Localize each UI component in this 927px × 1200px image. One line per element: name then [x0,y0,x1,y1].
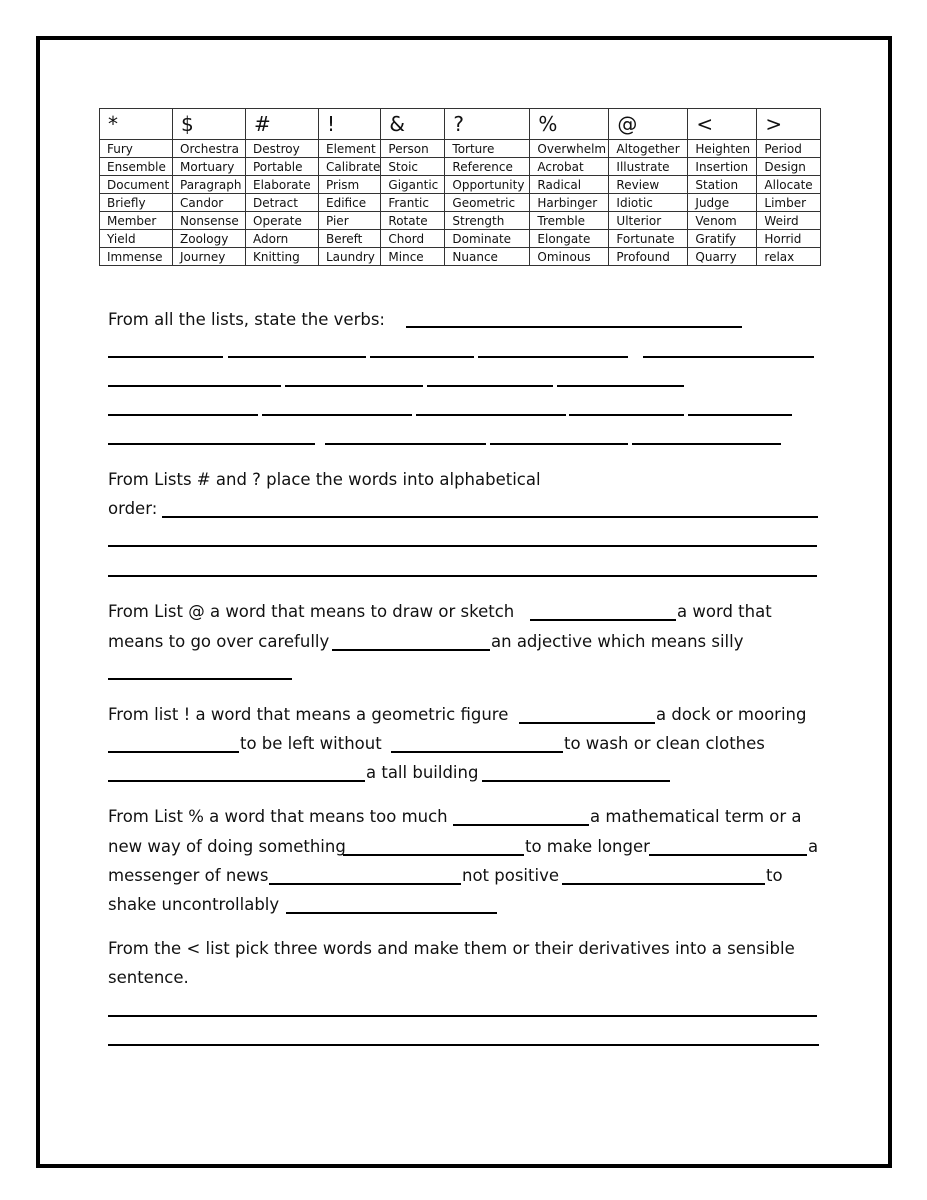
list-symbol-header: > [757,109,821,140]
word-cell: Torture [445,140,530,158]
q2-prompt-continued: order: [108,499,158,518]
answer-blank[interactable] [285,385,423,387]
q5-prompt-c: new way of doing something [108,837,346,856]
answer-blank[interactable] [416,414,566,416]
word-cell: Gratify [688,230,757,248]
word-cell: Bereft [319,230,381,248]
table-row [100,158,821,176]
word-cell: Ominous [530,248,609,266]
word-cell: Strength [445,212,530,230]
list-symbol-header: # [246,109,319,140]
word-cell: Review [609,176,688,194]
q6-prompt-continued: sentence. [108,968,189,987]
q3-prompt-b: a word that [677,602,772,621]
word-cell: Geometric [445,194,530,212]
answer-blank[interactable] [632,443,781,445]
q3-prompt-c: means to go over carefully [108,632,330,651]
answer-blank[interactable] [453,824,589,826]
word-cell: Fury [100,140,173,158]
q4-prompt-e: a tall building [366,763,479,782]
answer-blank[interactable] [108,678,292,680]
word-cell: Ensemble [100,158,173,176]
word-cell: Limber [757,194,821,212]
word-cell: Paragraph [173,176,246,194]
word-cell: Quarry [688,248,757,266]
word-cell: Yield [100,230,173,248]
q6-prompt: From the < list pick three words and make them or their derivatives into a sensible [108,939,795,958]
word-cell: Judge [688,194,757,212]
answer-blank[interactable] [108,575,817,577]
answer-blank[interactable] [108,751,239,753]
word-cell: Person [381,140,445,158]
word-cell: Orchestra [173,140,246,158]
word-cell: Zoology [173,230,246,248]
answer-blank[interactable] [649,854,807,856]
list-symbol-header: $ [173,109,246,140]
q5-prompt-b: a mathematical term or a [590,807,802,826]
word-cell: Nonsense [173,212,246,230]
answer-blank[interactable] [490,443,628,445]
answer-blank[interactable] [332,649,490,651]
answer-blank[interactable] [370,356,474,358]
answer-blank[interactable] [343,854,524,856]
answer-blank[interactable] [108,1044,819,1046]
word-cell: Overwhelm [530,140,609,158]
word-cell: Stoic [381,158,445,176]
word-cell: Mortuary [173,158,246,176]
q1-prompt: From all the lists, state the verbs: [108,310,385,329]
word-cell: Document [100,176,173,194]
word-cell: Altogether [609,140,688,158]
word-lists-table [99,108,821,266]
word-cell: Destroy [246,140,319,158]
word-cell: Prism [319,176,381,194]
table-header-row [100,109,821,140]
answer-blank[interactable] [286,912,497,914]
word-cell: Detract [246,194,319,212]
word-cell: Allocate [757,176,821,194]
word-cell: Weird [757,212,821,230]
q5-prompt-f: messenger of news [108,866,269,885]
word-cell: Station [688,176,757,194]
q3-prompt-a: From List @ a word that means to draw or sketch [108,602,515,621]
table-row [100,176,821,194]
word-cell: Heighten [688,140,757,158]
list-symbol-header: % [530,109,609,140]
list-symbol-header: ! [319,109,381,140]
answer-blank[interactable] [562,883,765,885]
answer-blank[interactable] [688,414,792,416]
word-cell: Design [757,158,821,176]
answer-blank[interactable] [643,356,814,358]
list-symbol-header: * [100,109,173,140]
list-symbol-header: ? [445,109,530,140]
list-symbol-header: < [688,109,757,140]
word-cell: Insertion [688,158,757,176]
word-cell: Mince [381,248,445,266]
word-cell: Venom [688,212,757,230]
word-cell: Illustrate [609,158,688,176]
answer-blank[interactable] [228,356,366,358]
q5-prompt-a: From List % a word that means too much [108,807,448,826]
word-cell: Reference [445,158,530,176]
word-cell: Knitting [246,248,319,266]
answer-blank[interactable] [557,385,684,387]
q4-prompt-c: to be left without [240,734,382,753]
q5-prompt-h: to [766,866,783,885]
word-cell: relax [757,248,821,266]
word-cell: Acrobat [530,158,609,176]
q5-prompt-e: a [808,837,819,856]
answer-blank[interactable] [569,414,684,416]
word-cell: Laundry [319,248,381,266]
word-cell: Member [100,212,173,230]
word-cell: Elaborate [246,176,319,194]
word-cell: Portable [246,158,319,176]
q4-prompt-a: From list ! a word that means a geometric figure [108,705,509,724]
answer-blank[interactable] [530,619,676,621]
word-cell: Adorn [246,230,319,248]
word-cell: Elongate [530,230,609,248]
word-cell: Frantic [381,194,445,212]
answer-blank[interactable] [108,545,817,547]
q2-prompt: From Lists # and ? place the words into alphabetical [108,470,541,489]
word-cell: Edifice [319,194,381,212]
q5-prompt-d: to make longer [525,837,650,856]
word-cell: Chord [381,230,445,248]
word-cell: Fortunate [609,230,688,248]
word-cell: Calibrate [319,158,381,176]
table-row [100,194,821,212]
answer-blank[interactable] [519,722,655,724]
word-cell: Rotate [381,212,445,230]
word-cell: Immense [100,248,173,266]
answer-blank[interactable] [482,780,670,782]
answer-blank[interactable] [406,326,742,328]
word-cell: Nuance [445,248,530,266]
word-cell: Operate [246,212,319,230]
answer-blank[interactable] [108,385,281,387]
list-symbol-header: & [381,109,445,140]
word-cell: Harbinger [530,194,609,212]
answer-blank[interactable] [108,356,223,358]
word-cell: Pier [319,212,381,230]
word-cell: Dominate [445,230,530,248]
answer-blank[interactable] [108,443,315,445]
list-symbol-header: @ [609,109,688,140]
answer-blank[interactable] [478,356,628,358]
answer-blank[interactable] [269,883,461,885]
answer-blank[interactable] [325,443,486,445]
answer-blank[interactable] [391,751,563,753]
answer-blank[interactable] [108,414,258,416]
answer-blank[interactable] [108,1015,817,1017]
word-cell: Idiotic [609,194,688,212]
word-cell: Element [319,140,381,158]
answer-blank[interactable] [108,780,365,782]
table-row [100,140,821,158]
table-row [100,230,821,248]
word-cell: Profound [609,248,688,266]
answer-blank[interactable] [162,516,818,518]
word-cell: Period [757,140,821,158]
answer-blank[interactable] [427,385,553,387]
word-cell: Ulterior [609,212,688,230]
q5-prompt-g: not positive [462,866,559,885]
word-cell: Gigantic [381,176,445,194]
q4-prompt-d: to wash or clean clothes [564,734,765,753]
answer-blank[interactable] [262,414,412,416]
word-cell: Briefly [100,194,173,212]
word-cell: Candor [173,194,246,212]
word-cell: Horrid [757,230,821,248]
word-cell: Journey [173,248,246,266]
q4-prompt-b: a dock or mooring [656,705,807,724]
q3-prompt-d: an adjective which means silly [491,632,744,651]
word-cell: Opportunity [445,176,530,194]
table-row [100,212,821,230]
table-row [100,248,821,266]
word-cell: Tremble [530,212,609,230]
word-cell: Radical [530,176,609,194]
q5-prompt-i: shake uncontrollably [108,895,280,914]
word-lists-body [100,140,821,266]
